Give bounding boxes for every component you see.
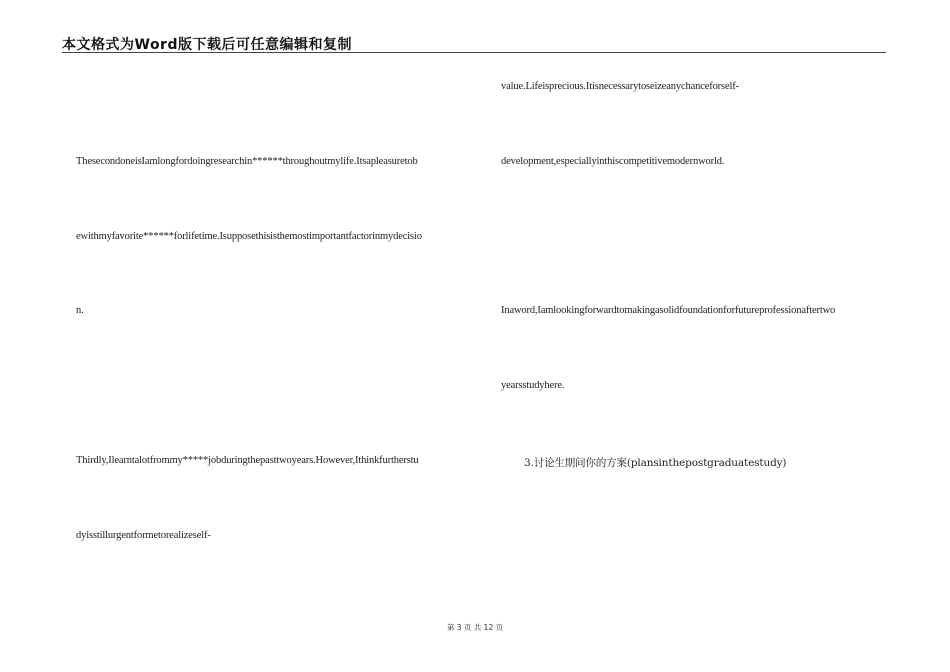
right-paragraph-line-3: Inaword,Iamlookingforwardtomakingasolidfoundationforfutureprofessionaftertwo [501, 305, 836, 316]
left-paragraph-line-1: ThesecondoneisIamlongfordoingresearchin******throughoutmylife.Itsapleasuretob [76, 156, 418, 167]
page-number-footer: 第 3 页 共 12 页 [446, 623, 504, 632]
right-paragraph-line-1: value.Lifeisprecious.Itisnecessarytoseizeanychanceforself- [501, 81, 739, 92]
left-paragraph-line-2: ewithmyfavorite******forlifetime.Isupposethisisthemostimportantfactorinmydecisio [76, 231, 422, 242]
right-paragraph-line-2: development,especiallyinthiscompetitivemodernworld. [501, 156, 725, 167]
document-header-title: 本文格式为Word版下载后可任意编辑和复制 [62, 37, 352, 53]
left-paragraph-line-5: dyisstillurgentformetorealizeself- [76, 530, 211, 541]
left-paragraph-line-4: Thirdly,Ilearntalotfrommy*****jobduringthepasttwoyears.However,Ithinkfurtherstu [76, 455, 419, 466]
header-divider [62, 52, 886, 53]
left-paragraph-line-3: n. [76, 305, 84, 316]
section-heading-postgraduate-plans: 3.讨论生期间你的方案(plansinthepostgraduatestudy) [524, 457, 787, 469]
right-paragraph-line-4: yearsstudyhere. [501, 380, 565, 391]
